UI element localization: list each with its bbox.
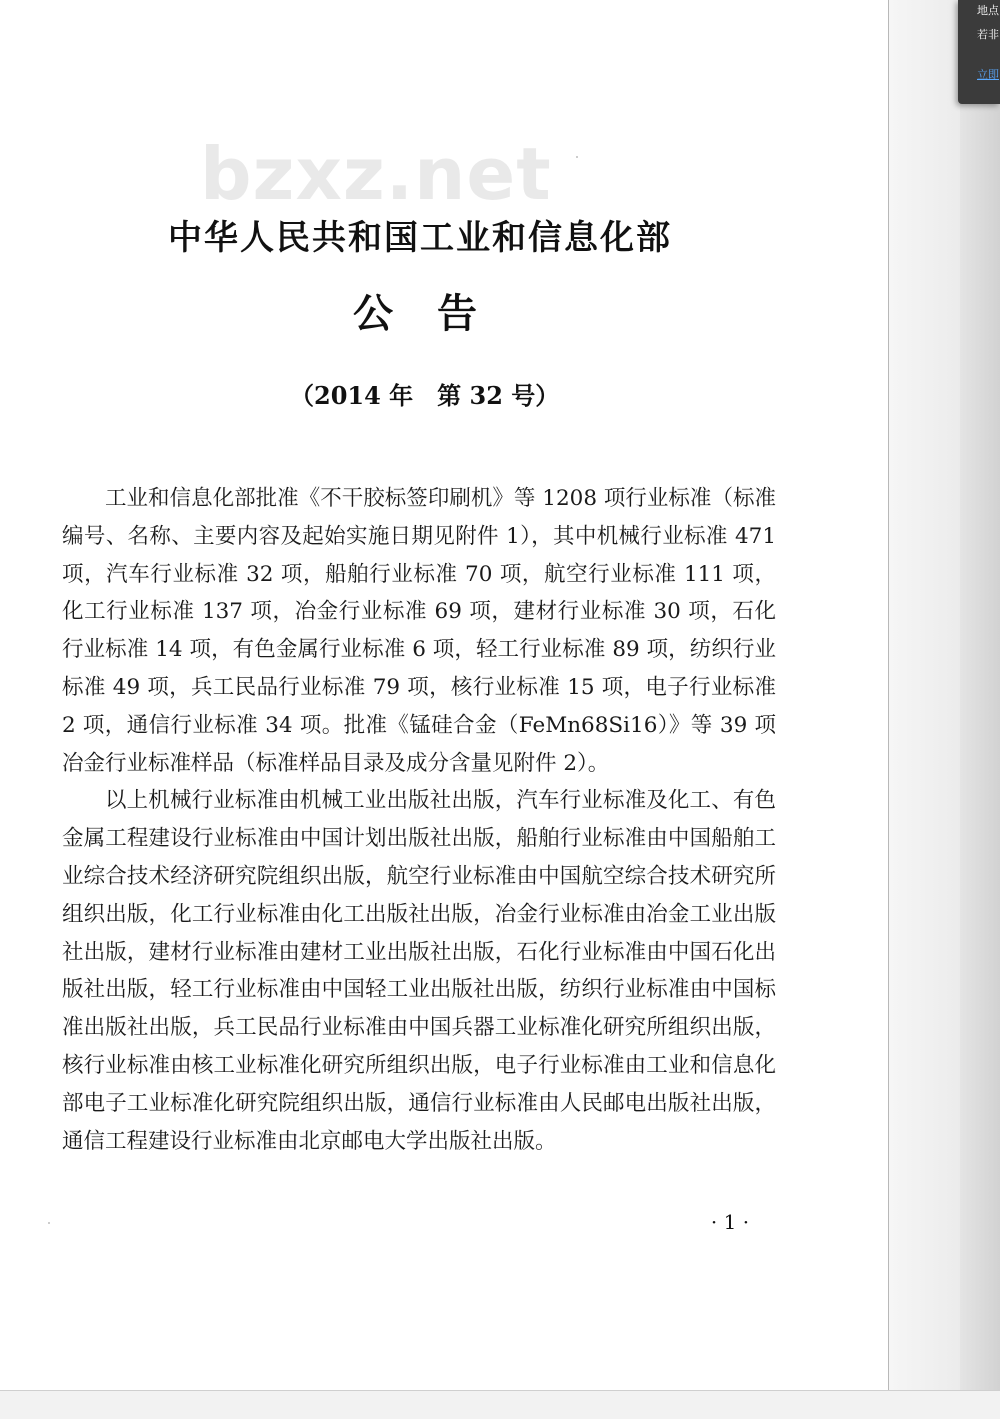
scan-margin-edge	[960, 0, 1000, 1418]
document-type-heading	[340, 282, 490, 339]
page-number: · 1 ·	[710, 1210, 750, 1234]
doc-type-char: 告	[437, 291, 477, 337]
watermark: bzxz.net	[200, 132, 552, 216]
scan-bottom-strip	[0, 1390, 1000, 1419]
popup-text-line: 地点	[977, 4, 999, 17]
popup-action-link[interactable]: 立即	[977, 68, 999, 81]
issuing-authority-title: 中华人民共和国工业和信息化部	[168, 218, 672, 258]
doc-type-char: 公	[353, 291, 393, 337]
announcement-number: （2014 年 第 32 号）	[290, 381, 560, 410]
notification-popup	[958, 0, 1000, 104]
announcement-body	[62, 480, 776, 1160]
popup-text-line: 若非	[977, 28, 999, 41]
body-paragraph: 工业和信息化部批准《不干胶标签印刷机》等 1208 项行业标准（标准编号、名称、主要内容及起始实施日期见附件 1），其中机械行业标准 471 项，汽车行业标准 32 项，船舶行业标准 70 项，航空行业标准 111 项，化工行业标准 137 项，冶金行业标准 69 项，建材行业标准 30 项，石化行业标准 14 项，有色金属行业标准 6 项，轻工行业标准 89 项，纺织行业标准 49 项，兵工民品行业标准 79 项，核行业标准 15 项，电子行业标准 2 项，通信行业标准 34 项。批准《锰硅合金（FeMn68Si16）》等 39 项冶金行业标准样品（标准样品目录及成分含量见附件 2）。	[62, 486, 776, 776]
body-paragraph: 以上机械行业标准由机械工业出版社出版，汽车行业标准及化工、有色金属工程建设行业标准由中国计划出版社出版，船舶行业标准由中国船舶工业综合技术经济研究院组织出版，航空行业标准由中国航空综合技术研究所组织出版，化工行业标准由化工出版社出版，冶金行业标准由冶金工业出版社出版，建材行业标准由建材工业出版社出版，石化行业标准由中国石化出版社出版，轻工行业标准由中国轻工业出版社出版，纺织行业标准由中国标准出版社出版，兵工民品行业标准由中国兵器工业标准化研究所组织出版，核行业标准由核工业标准化研究所组织出版，电子行业标准由工业和信息化部电子工业标准化研究院组织出版，通信行业标准由人民邮电出版社出版，通信工程建设行业标准由北京邮电大学出版社出版。	[62, 788, 776, 1154]
scan-speck	[576, 156, 578, 158]
scan-speck	[48, 1222, 50, 1224]
